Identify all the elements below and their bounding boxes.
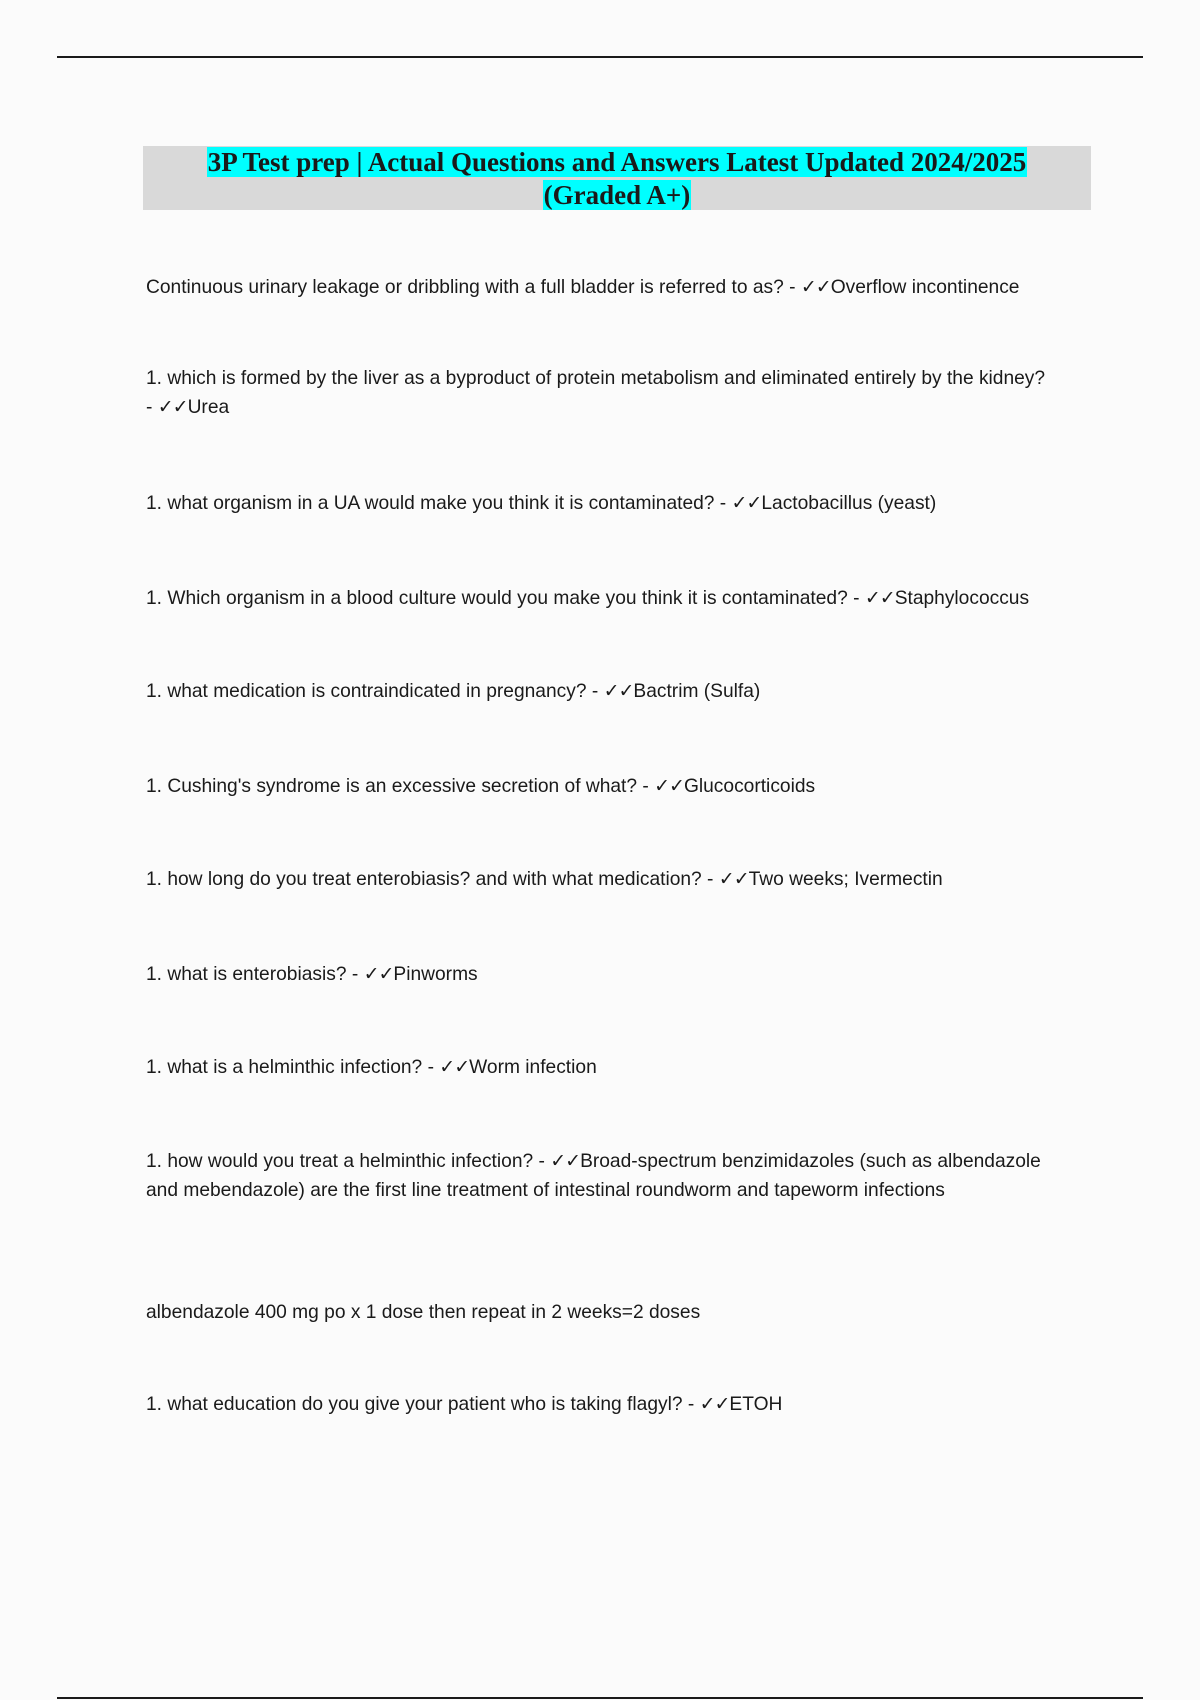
check-icon: ✓✓: [699, 1393, 730, 1415]
header-rule: [57, 56, 1143, 58]
note-text: albendazole 400 mg po x 1 dose then repeat in 2 weeks=2 doses: [146, 1302, 701, 1323]
qa-item: 1. how long do you treat enterobiasis? and with what medication? - ✓✓Two weeks; Ivermectin: [146, 868, 943, 890]
qa-item: 1. Which organism in a blood culture would you make you think it is contaminated? - ✓✓Staphylococcus: [146, 587, 1030, 609]
check-icon: ✓✓: [603, 680, 634, 702]
check-icon: ✓✓: [550, 1150, 581, 1172]
qa-item: 1. what education do you give your patient who is taking flagyl? - ✓✓ETOH: [146, 1393, 783, 1415]
qa-item: 1. Cushing's syndrome is an excessive secretion of what? - ✓✓Glucocorticoids: [146, 775, 816, 797]
check-icon: ✓✓: [654, 775, 684, 797]
qa-item: 1. how would you treat a helminthic infection? - ✓✓Broad-spectrum benzimidazoles (such as albendazole and mebendazole) are the first line treatment of intestinal roundworm and tapeworm infections: [146, 1150, 1041, 1201]
qa-item: 1. what is a helminthic infection? - ✓✓Worm infection: [146, 1056, 597, 1078]
check-icon: ✓✓: [800, 276, 831, 298]
qa-item: 1. which is formed by the liver as a byproduct of protein metabolism and eliminated entirely by the kidney? - ✓✓Urea: [146, 368, 1046, 418]
check-icon: ✓✓: [439, 1056, 470, 1078]
check-icon: ✓✓: [363, 963, 394, 985]
qa-item: 1. what organism in a UA would make you think it is contaminated? - ✓✓Lactobacillus (yeast): [146, 492, 937, 514]
qa-item: 1. what medication is contraindicated in pregnancy? - ✓✓Bactrim (Sulfa): [146, 680, 761, 702]
title-line-2: (Graded A+): [543, 180, 691, 210]
document-title: [143, 146, 1091, 210]
title-line-1: 3P Test prep | Actual Questions and Answers Latest Updated 2024/2025: [207, 147, 1027, 177]
check-icon: ✓✓: [731, 492, 762, 514]
qa-item: 1. what is enterobiasis? - ✓✓Pinworms: [146, 963, 478, 985]
check-icon: ✓✓: [864, 587, 895, 609]
check-icon: ✓✓: [718, 868, 749, 890]
qa-item: Continuous urinary leakage or dribbling with a full bladder is referred to as? - ✓✓Overflow incontinence: [146, 276, 1020, 298]
check-icon: ✓✓: [157, 396, 188, 418]
footer-rule: [57, 1697, 1143, 1699]
